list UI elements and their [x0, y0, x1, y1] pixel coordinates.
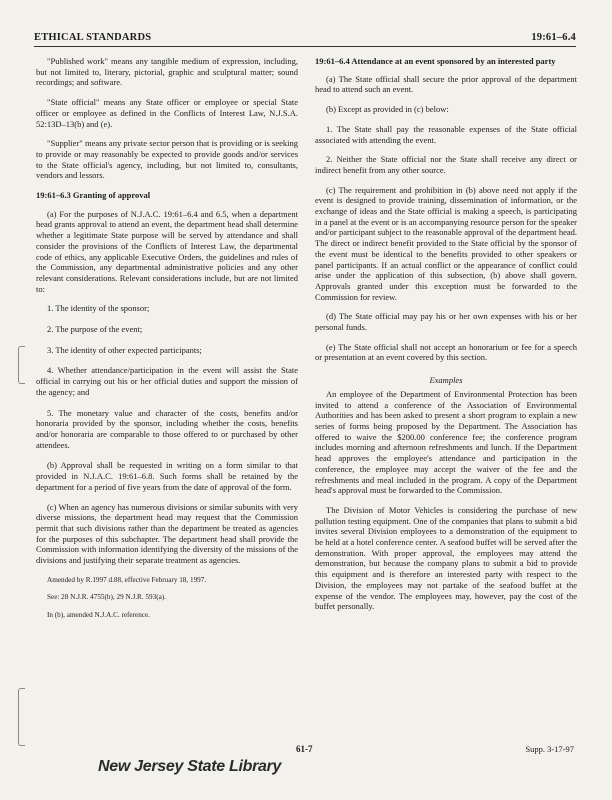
list-item: 3. The identity of other expected participants;	[47, 344, 202, 355]
paragraph-d: (d) The State official may pay his or her own expenses with his or her personal funds.	[315, 311, 577, 333]
paragraph-b2: 2. Neither the State official nor the State shall receive any direct or indirect benefit from any other source.	[315, 154, 577, 175]
paragraph-a: (a) For the purposes of N.J.A.C. 19:61–6.4 and 6.5, when a department head grants approval to attend an event, the department head shall determine whether a legitimate State purpose will be served by attendance and shall consider the provisions of the Conflicts of Interest Law, the departmental code of ethics, any applicable Executive Orders, the guidelines and rules of the Commission, any departmental administrative policies and any other relevant considerations. Relevant considerations include, but are not limited to:	[36, 208, 298, 294]
paragraph-c: (c) When an agency has numerous divisions or similar subunits with very diverse missions, the department head may request that the Commission permit that such divisions rather than the department be treated as agencies for the purposes of this subchapter. The department head shall provide the Commission with information identifying the diversity of the missions of the divisions and justifying their separate treatment as agencies.	[36, 501, 298, 566]
example-1: An employee of the Department of Environmental Protection has been invited to attend a conference of the Association of Environmental Authorities and has been asked to present a short program to explain a new series of forms being proposed by the Department. The Association has offered to waive the $200.00 conference fee; the conference program includes morning and afternoon refreshments and lunch. If the Department head approves the employee's attendance and participation in the conference, the employee may accept the waiver of the fee and the refreshments and meal included in the program. A copy of the Department head's approval must be forwarded to the Commission.	[315, 388, 577, 496]
library-stamp: New Jersey State Library	[98, 758, 282, 775]
paragraph-c: (c) The requirement and prohibition in (b) above need not apply if the event is designed to provide training, dissemination of information, or the exchange of ideas and the State official is making a speech, is participating in a panel at the event or is an accompanying resource person for the speaker and/or participant subject to the reasonable approval of the department head. The direct or indirect benefit provided to the State official by the sponsor of the event must be identical to the benefits provided to other speakers or panel participants. If an actual conflict or the appearance of conflict could arise under the application of this subsection, (b) above shall govern. Approvals granted under this exception must be forwarded to the Commission for review.	[315, 184, 577, 302]
definition-published-work: "Published work" means any tangible medium of expression, including, but not limited to, literary, pictorial, graphic and sculptural matter; sound recordings; and software.	[36, 56, 298, 88]
paragraph-b: (b) Approval shall be requested in writing on a form similar to that provided in N.J.A.C. 19:61–6.8. Such forms shall be retained by the department for a period of five years from the date of approval of the form.	[36, 460, 298, 492]
amendment-note: Amended by R.1997 d.88, effective February 18, 1997.	[47, 575, 207, 584]
page-number: 61-7	[296, 744, 313, 754]
supplement-date: Supp. 3-17-97	[525, 744, 574, 754]
list-item: 4. Whether attendance/participation in the event will assist the State official in carrying out his or her official duties and support the mission of the agency; and	[36, 365, 298, 397]
header-title: ETHICAL STANDARDS	[34, 32, 152, 43]
definition-supplier: "Supplier" means any private sector person that is providing or is seeking to provide or may reasonably be expected to provide goods and/or services to the State official's agency, including, but not limited to, consultants, vendors and lessors.	[36, 138, 298, 181]
amendment-note: See: 28 N.J.R. 4755(b), 29 N.J.R. 593(a).	[47, 593, 166, 602]
right-column	[315, 56, 577, 621]
header-section-number: 19:61–6.4	[531, 32, 576, 43]
list-item: 2. The purpose of the event;	[47, 324, 143, 335]
paragraph-b: (b) Except as provided in (c) below:	[326, 104, 449, 115]
margin-bracket	[18, 346, 25, 384]
amendment-note: In (b), amended N.J.A.C. reference.	[47, 610, 150, 619]
section-heading-6-3: 19:61–6.3 Granting of approval	[36, 190, 151, 201]
left-column	[36, 56, 298, 629]
amendment-notes	[36, 576, 298, 620]
paragraph-e: (e) The State official shall not accept an honorarium or fee for a speech or presentation at an event covered by this section.	[315, 341, 577, 363]
definition-state-official: "State official" means any State officer or employee or special State officer or employee as defined in the Conflicts of Interest Law, N.J.S.A. 52:13D–13(b) and (e).	[36, 97, 298, 129]
list-item: 1. The identity of the sponsor;	[47, 303, 150, 314]
margin-bracket	[18, 688, 25, 746]
list-item: 5. The monetary value and character of the costs, benefits and/or honoraria provided by the sponsor, including whether the costs, benefits and/or honoraria are comparable to those offered to or purchased by other attendees.	[36, 407, 298, 450]
examples-heading: Examples	[429, 375, 463, 386]
paragraph-a: (a) The State official shall secure the prior approval of the department head to attend such an event.	[315, 73, 577, 95]
running-header	[34, 30, 576, 47]
considerations-list	[36, 303, 298, 450]
example-2: The Division of Motor Vehicles is considering the purchase of new pollution testing equipment. One of the companies that plans to submit a bid invites several Division employees to a demonstration of the equipment to be held at a hotel conference center. A seafood buffet will be served after the demonstration. With proper approval, the employees may attend the demonstration, but because the company plans to submit a bid to provide this equipment and is therefore an interested party with respect to the Division, the employees may not partake of the seafood buffet at the expense of the vendor. The employees may, however, pay the cost of the buffet personally.	[315, 504, 577, 612]
section-heading-6-4: 19:61–6.4 Attendance at an event sponsored by an interested party	[315, 56, 556, 66]
paragraph-b1: 1. The State shall pay the reasonable expenses of the State official associated with attending the event.	[315, 123, 577, 145]
